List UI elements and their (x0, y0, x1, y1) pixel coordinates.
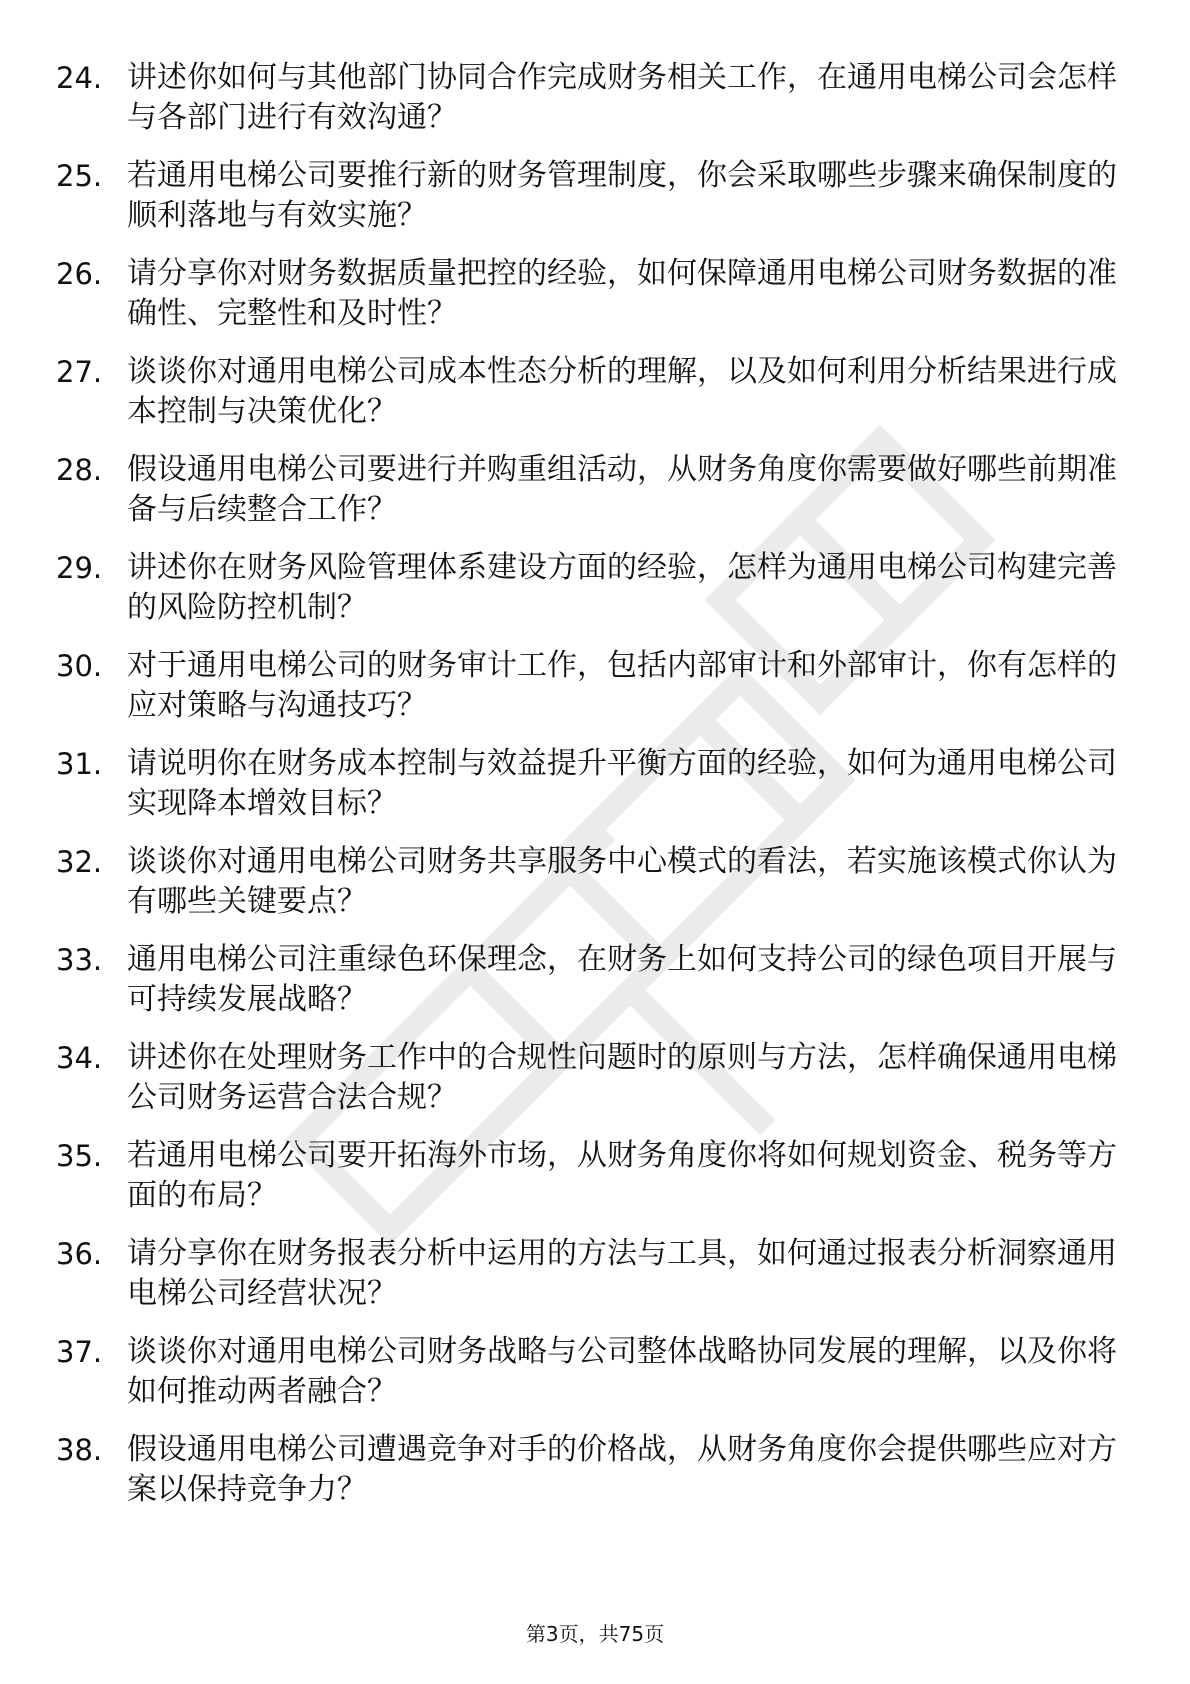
question-number: 36. (56, 1237, 103, 1271)
question-text: 请说明你在财务成本控制与效益提升平衡方面的经验，如何为通用电梯公司实现降本增效目标？ (127, 746, 1117, 821)
question-text: 假设通用电梯公司要进行并购重组活动，从财务角度你需要做好哪些前期准备与后续整合工作？ (127, 452, 1117, 527)
question-number: 32. (56, 845, 103, 879)
question-text: 通用电梯公司注重绿色环保理念，在财务上如何支持公司的绿色项目开展与可持续发展战略？ (127, 942, 1117, 1017)
question-text: 讲述你在财务风险管理体系建设方面的经验，怎样为通用电梯公司构建完善的风险防控机制？ (127, 550, 1117, 625)
list-item (0, 538, 1190, 636)
question-text: 谈谈你对通用电梯公司成本性态分析的理解，以及如何利用分析结果进行成本控制与决策优化？ (127, 354, 1117, 429)
question-text: 讲述你在处理财务工作中的合规性问题时的原则与方法，怎样确保通用电梯公司财务运营合法合规？ (127, 1040, 1117, 1115)
question-text: 讲述你如何与其他部门协同合作完成财务相关工作，在通用电梯公司会怎样与各部门进行有效沟通？ (127, 60, 1117, 135)
question-text: 请分享你对财务数据质量把控的经验，如何保障通用电梯公司财务数据的准确性、完整性和及时性？ (127, 256, 1117, 331)
question-text: 假设通用电梯公司遭遇竞争对手的价格战，从财务角度你会提供哪些应对方案以保持竞争力？ (127, 1432, 1117, 1507)
question-number: 26. (56, 257, 103, 291)
list-item (0, 930, 1190, 1028)
question-number: 28. (56, 453, 103, 487)
question-number: 30. (56, 649, 103, 683)
question-number: 33. (56, 943, 103, 977)
page-number-label: 第3页，共75页 (525, 1622, 665, 1646)
list-item (0, 146, 1190, 244)
question-number: 27. (56, 355, 103, 389)
page-footer (0, 1620, 1190, 1648)
list-item (0, 636, 1190, 734)
question-number: 35. (56, 1139, 103, 1173)
list-item (0, 342, 1190, 440)
list-item (0, 832, 1190, 930)
list-item (0, 440, 1190, 538)
list-item (0, 1322, 1190, 1420)
list-item (0, 1420, 1190, 1518)
question-text: 谈谈你对通用电梯公司财务共享服务中心模式的看法，若实施该模式你认为有哪些关键要点？ (127, 844, 1117, 919)
list-item (0, 48, 1190, 146)
question-text: 若通用电梯公司要推行新的财务管理制度，你会采取哪些步骤来确保制度的顺利落地与有效实施？ (127, 158, 1117, 233)
question-number: 38. (56, 1433, 103, 1467)
question-number: 34. (56, 1041, 103, 1075)
list-item (0, 1028, 1190, 1126)
question-number: 24. (56, 61, 103, 95)
list-item (0, 1126, 1190, 1224)
question-list (0, 48, 1190, 1518)
list-item (0, 1224, 1190, 1322)
question-number: 31. (56, 747, 103, 781)
question-text: 若通用电梯公司要开拓海外市场，从财务角度你将如何规划资金、税务等方面的布局？ (127, 1138, 1117, 1213)
question-text: 对于通用电梯公司的财务审计工作，包括内部审计和外部审计，你有怎样的应对策略与沟通技巧？ (127, 648, 1117, 723)
question-number: 29. (56, 551, 103, 585)
question-number: 37. (56, 1335, 103, 1369)
list-item (0, 244, 1190, 342)
question-text: 请分享你在财务报表分析中运用的方法与工具，如何通过报表分析洞察通用电梯公司经营状况？ (127, 1236, 1117, 1311)
list-item (0, 734, 1190, 832)
question-text: 谈谈你对通用电梯公司财务战略与公司整体战略协同发展的理解，以及你将如何推动两者融合？ (127, 1334, 1117, 1409)
question-number: 25. (56, 159, 103, 193)
